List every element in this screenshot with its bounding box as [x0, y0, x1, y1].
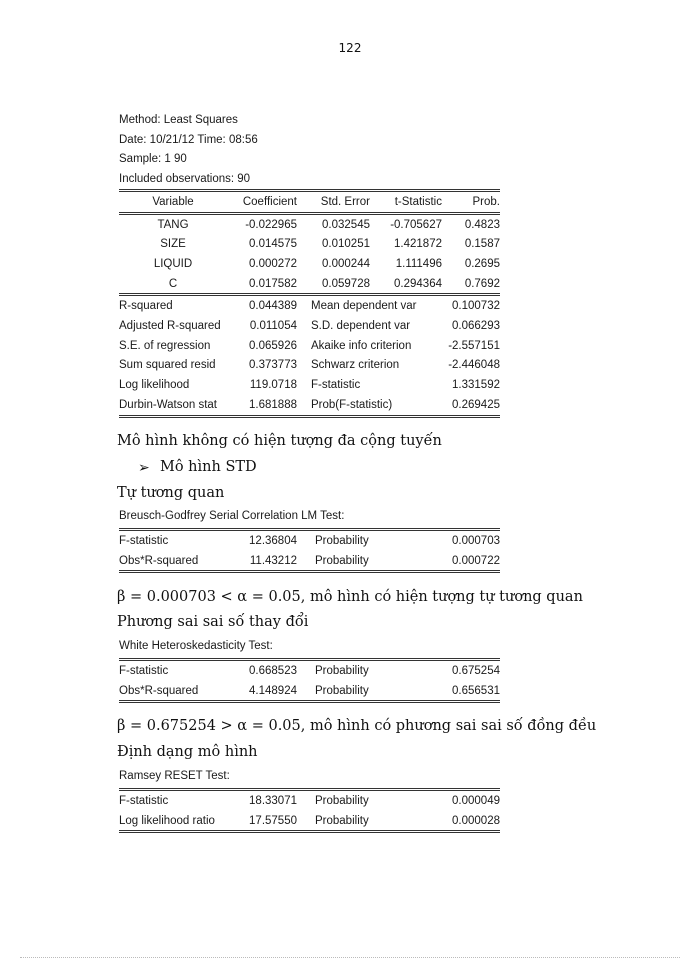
- stat-value: 0.066293: [452, 319, 500, 332]
- white-test-title: White Heteroskedasticity Test:: [119, 640, 273, 652]
- table-row: [119, 234, 500, 254]
- specification-heading: Định dạng mô hình: [117, 744, 258, 760]
- white-test: [119, 658, 500, 703]
- model-std-heading: Mô hình STD: [160, 459, 257, 475]
- table-row: [119, 660, 500, 681]
- col-header-variable: Variable: [152, 195, 194, 208]
- meta-sample: Sample: 1 90: [119, 153, 187, 165]
- stat-label: Obs*R-squared: [119, 554, 199, 567]
- stat-label: Probability: [315, 684, 369, 697]
- t-stat-cell: 1.421872: [394, 238, 442, 251]
- variable-cell: LIQUID: [153, 257, 193, 270]
- stat-value: 4.148924: [249, 684, 297, 697]
- stat-value: 11.43212: [249, 554, 297, 567]
- stat-label: R-squared: [119, 300, 173, 313]
- variable-cell: TANG: [157, 218, 189, 231]
- regression-output: [119, 189, 500, 418]
- ramsey-test-table: [119, 788, 500, 833]
- page-number: 122: [338, 41, 362, 55]
- autocorrelation-heading: Tự tương quan: [117, 485, 225, 501]
- t-stat-cell: -0.705627: [390, 218, 442, 231]
- stat-label: Log likelihood ratio: [119, 814, 215, 827]
- meta-observations: Included observations: 90: [119, 172, 251, 185]
- prob-cell: 0.7692: [464, 277, 500, 290]
- col-header-prob: Prob.: [472, 195, 500, 208]
- ramsey-test-title: Ramsey RESET Test:: [119, 770, 230, 782]
- stat-label: Prob(F-statistic): [311, 398, 393, 411]
- heteroskedasticity-conclusion: β = 0.675254 > α = 0.05, mô hình có phương sai sai số đồng đều: [117, 718, 597, 734]
- coefficient-cell: 0.000272: [249, 257, 297, 270]
- stat-label: Probability: [315, 794, 369, 807]
- stat-value: 0.656531: [452, 684, 500, 697]
- stat-value: 0.668523: [249, 664, 297, 677]
- stat-label: Akaike info criterion: [311, 339, 412, 352]
- std-error-cell: 0.010251: [322, 238, 370, 251]
- arrow-bullet-icon: ➢: [138, 459, 150, 475]
- stat-label: Obs*R-squared: [119, 684, 199, 697]
- coefficient-cell: 0.014575: [249, 238, 297, 251]
- stat-label: Mean dependent var: [311, 300, 417, 313]
- multicollinearity-conclusion: Mô hình không có hiện tượng đa cộng tuyến: [117, 433, 442, 449]
- prob-cell: 0.2695: [464, 257, 500, 270]
- stat-label: F-statistic: [119, 664, 169, 677]
- variable-cell: SIZE: [160, 238, 186, 251]
- stat-label: Log likelihood: [119, 379, 190, 392]
- bg-test-title: Breusch-Godfrey Serial Correlation LM Test:: [119, 510, 345, 522]
- coefficient-table: [119, 189, 500, 293]
- page-bottom-divider: [20, 957, 680, 958]
- prob-cell: 0.1587: [464, 238, 500, 251]
- t-stat-cell: 0.294364: [394, 277, 442, 290]
- stat-value: 0.000703: [452, 534, 500, 547]
- stat-value: 0.000049: [452, 794, 500, 807]
- stat-value: 1.681888: [249, 398, 297, 411]
- table-row: [119, 790, 500, 811]
- table-row: [119, 295, 500, 316]
- stat-label: Schwarz criterion: [311, 359, 400, 372]
- prob-cell: 0.4823: [464, 218, 500, 231]
- stat-value: 0.011054: [249, 319, 297, 332]
- stat-value: -2.557151: [448, 339, 500, 352]
- table-row: [119, 356, 500, 376]
- stat-value: 0.675254: [452, 664, 500, 677]
- table-row: [119, 375, 500, 395]
- table-row: [119, 274, 500, 294]
- stat-label: Probability: [315, 554, 369, 567]
- stat-value: 1.331592: [452, 379, 500, 392]
- stat-value: 0.000722: [452, 554, 500, 567]
- regression-meta: [119, 111, 258, 189]
- table-row: [119, 336, 500, 356]
- meta-date: Date: 10/21/12 Time: 08:56: [119, 133, 258, 146]
- heteroskedasticity-heading: Phương sai sai số thay đổi: [117, 614, 309, 630]
- stat-label: S.D. dependent var: [311, 319, 411, 332]
- table-row: [119, 811, 500, 832]
- stat-value: -2.446048: [448, 359, 500, 372]
- meta-method: Method: Least Squares: [119, 114, 238, 126]
- stat-label: F-statistic: [311, 379, 361, 392]
- std-error-cell: 0.000244: [322, 257, 370, 270]
- stat-label: F-statistic: [119, 794, 169, 807]
- col-header-std-error: Std. Error: [320, 195, 370, 208]
- table-row: [119, 254, 500, 274]
- coefficient-cell: 0.017582: [249, 277, 297, 290]
- stat-label: Probability: [315, 664, 369, 677]
- stat-value: 0.000028: [452, 814, 500, 827]
- coef-header-row: [119, 191, 500, 214]
- coefficient-cell: -0.022965: [245, 218, 297, 231]
- table-row: [119, 395, 500, 416]
- ramsey-test: [119, 788, 500, 833]
- bg-test: [119, 528, 500, 573]
- stat-label: Probability: [315, 814, 369, 827]
- t-stat-cell: 1.111496: [395, 257, 442, 270]
- stat-label: S.E. of regression: [119, 339, 211, 352]
- stat-value: 119.0718: [249, 379, 297, 392]
- stat-value: 18.33071: [249, 794, 297, 807]
- stat-label: Probability: [315, 534, 369, 547]
- stat-value: 0.269425: [452, 398, 500, 411]
- stat-value: 0.100732: [452, 300, 500, 313]
- stat-label: Durbin-Watson stat: [119, 398, 217, 411]
- stat-label: Adjusted R-squared: [119, 319, 221, 332]
- col-header-t-statistic: t-Statistic: [394, 195, 442, 208]
- stat-value: 0.065926: [249, 339, 297, 352]
- table-row: [119, 213, 500, 234]
- bg-test-table: [119, 528, 500, 573]
- stat-value: 12.36804: [249, 534, 297, 547]
- summary-stats-table: [119, 293, 500, 417]
- table-row: [119, 530, 500, 551]
- col-header-coefficient: Coefficient: [242, 195, 297, 208]
- variable-cell: C: [168, 277, 178, 290]
- stat-label: Sum squared resid: [119, 359, 216, 372]
- stat-value: 0.373773: [249, 359, 297, 372]
- stat-label: F-statistic: [119, 534, 169, 547]
- white-test-table: [119, 658, 500, 703]
- std-error-cell: 0.032545: [322, 218, 370, 231]
- table-row: [119, 316, 500, 336]
- stat-value: 0.044389: [249, 300, 297, 313]
- table-row: [119, 681, 500, 702]
- autocorrelation-conclusion: β = 0.000703 < α = 0.05, mô hình có hiện tượng tự tương quan: [117, 589, 583, 605]
- stat-value: 17.57550: [249, 814, 297, 827]
- std-error-cell: 0.059728: [322, 277, 370, 290]
- table-row: [119, 551, 500, 572]
